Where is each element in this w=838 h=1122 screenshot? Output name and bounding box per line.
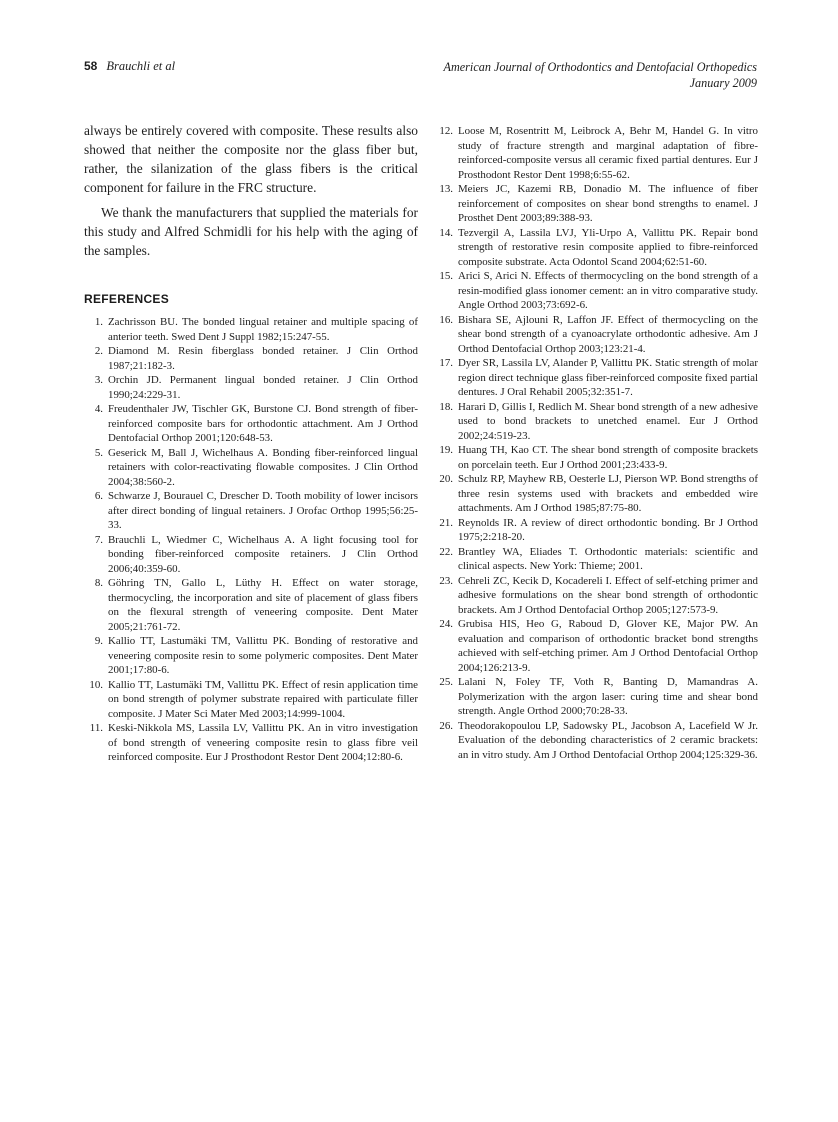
reference-item xyxy=(84,373,418,402)
reference-item xyxy=(434,443,758,472)
reference-number: 24. xyxy=(439,618,453,630)
reference-text: Diamond M. Resin fiberglass bonded retainer. J Clin Orthod 1987;21:182-3. xyxy=(108,345,418,372)
reference-text: Kallio TT, Lastumäki TM, Vallittu PK. Effect of resin application time on bond strength of polymer substrate repaired with particulate filler composite. J Mater Sci Mater Med 2003;14:999-1004. xyxy=(108,678,418,720)
reference-text: Schwarze J, Bourauel C, Drescher D. Tooth mobility of lower incisors after direct bonding of lingual retainers. J Orofac Orthop 1995;56:25-33. xyxy=(108,490,418,531)
reference-number: 26. xyxy=(439,719,453,732)
reference-item xyxy=(434,226,758,270)
reference-item xyxy=(434,356,758,400)
reference-item xyxy=(84,721,418,765)
acknowledgment-paragraph: We thank the manufacturers that supplied the materials for this study and Alfred Schmidli for his help with the aging of the samples. xyxy=(84,205,418,258)
reference-item xyxy=(434,182,758,226)
reference-text: Loose M, Rosentritt M, Leibrock A, Behr M, Handel G. In vitro study of fracture strength and marginal adaptation of fibre-reinforced-composite versus all ceramic fixed partial dentures. Eur J Prosthodont Restor Dent 1998;6:55-62. xyxy=(458,125,758,181)
reference-item xyxy=(84,344,418,373)
reference-text: Göhring TN, Gallo L, Lüthy H. Effect on water storage, thermocycling, the incorporation and site of placement of glass fibers on the flexural strength of veneering composite. Dent Mater 2005;21:761-72. xyxy=(108,577,418,633)
reference-text: Bishara SE, Ajlouni R, Laffon JF. Effect of thermocycling on the shear bond strength of a cyanoacrylate orthodontic adhesive. Am J Orthod Dentofacial Orthop 2003;123:21-4. xyxy=(458,313,758,355)
reference-text: Dyer SR, Lassila LV, Alander P, Vallittu PK. Static strength of molar region direct technique glass fiber-reinforced composite fixed partial dentures. J Oral Rehabil 2005;32:351-7. xyxy=(458,357,758,398)
reference-text: Arici S, Arici N. Effects of thermocycling on the bond strength of a resin-modified glass ionomer cement: an in vitro comparative study. Angle Orthod 2003;73:692-6. xyxy=(458,270,758,311)
reference-number: 14. xyxy=(439,226,453,239)
reference-number: 1. xyxy=(94,316,103,328)
reference-item xyxy=(434,313,758,357)
reference-text: Tezvergil A, Lassila LVJ, Yli-Urpo A, Vallittu PK. Repair bond strength of restorative resin composite applied to fibre-reinforced composite substrate. Acta Odontol Scand 2004;62:51-60. xyxy=(458,226,758,268)
reference-text: Cehreli ZC, Kecik D, Kocadereli I. Effect of self-etching primer and adhesive formulations on the shear bond strength of orthodontic brackets. Am J Orthod Dentofacial Orthop 2005;127:573-9. xyxy=(458,574,758,616)
running-head-right xyxy=(444,59,757,91)
reference-item xyxy=(84,634,418,678)
reference-text: Zachrisson BU. The bonded lingual retainer and multiple spacing of anterior teeth. Swed Dent J Suppl 1982;15:247-55. xyxy=(108,316,418,343)
reference-number: 19. xyxy=(439,444,453,456)
reference-number: 15. xyxy=(439,270,453,282)
reference-text: Orchin JD. Permanent lingual bonded retainer. J Clin Orthod 1990;24:229-31. xyxy=(108,374,418,401)
reference-item xyxy=(434,574,758,618)
reference-text: Keski-Nikkola MS, Lassila LV, Vallittu PK. An in vitro investigation of bond strength of veneering composite resin to glass fibre veil reinforced composite. Eur J Prosthodont Restor Dent 2004;12:80-6. xyxy=(108,722,418,763)
reference-text: Schulz RP, Mayhew RB, Oesterle LJ, Pierson WP. Bond strengths of three resin systems used with brackets and embedded wire attachments. Am J Orthod 1985;87:75-80. xyxy=(458,473,758,514)
reference-number: 13. xyxy=(439,183,453,195)
reference-text: Brantley WA, Eliades T. Orthodontic materials: scientific and clinical aspects. New York: Thieme; 2001. xyxy=(458,545,758,572)
reference-item xyxy=(434,124,758,182)
reference-item xyxy=(84,576,418,634)
reference-number: 10. xyxy=(89,678,103,691)
references-heading: REFERENCES xyxy=(84,292,170,306)
page-number: 58 xyxy=(84,59,98,73)
reference-item xyxy=(84,489,418,533)
reference-number: 8. xyxy=(94,577,103,589)
reference-number: 6. xyxy=(94,490,103,502)
reference-number: 17. xyxy=(439,357,453,369)
running-head-authors: Brauchli et al xyxy=(106,59,176,73)
reference-text: Geserick M, Ball J, Wichelhaus A. Bonding fiber-reinforced lingual retainers with color-reactivating flowable composites. J Clin Orthod 2004;38:560-2. xyxy=(108,446,418,488)
reference-text: Reynolds IR. A review of direct orthodontic bonding. Br J Orthod 1975;2:218-20. xyxy=(458,516,758,543)
reference-item xyxy=(434,400,758,444)
reference-item xyxy=(84,315,418,344)
reference-item xyxy=(434,472,758,516)
reference-item xyxy=(84,533,418,577)
reference-item xyxy=(434,269,758,313)
reference-text: Meiers JC, Kazemi RB, Donadio M. The influence of fiber reinforcement of composites on shear bond strengths to enamel. J Prosthet Dent 2003;89:388-93. xyxy=(458,183,758,224)
body-paragraph: always be entirely covered with composite. These results also showed that neither the composite nor the glass fiber but, rather, the silanization of the glass fibers is the critical component for failure in the FRC structure. xyxy=(84,123,418,195)
reference-text: Huang TH, Kao CT. The shear bond strength of composite brackets on porcelain teeth. Eur J Orthod 2001;23:433-9. xyxy=(458,444,758,471)
reference-text: Theodorakopoulou LP, Sadowsky PL, Jacobson A, Lacefield W Jr. Evaluation of the debonding characteristics of 2 ceramic brackets: an in vitro study. Am J Orthod Dentofacial Orthop 2004;125:329-36. xyxy=(458,719,758,761)
reference-item xyxy=(434,719,758,763)
reference-item xyxy=(84,446,418,490)
reference-item xyxy=(434,675,758,719)
reference-number: 11. xyxy=(89,722,103,734)
reference-number: 23. xyxy=(439,574,453,587)
issue-date: January 2009 xyxy=(689,76,757,90)
reference-text: Lalani N, Foley TF, Voth R, Banting D, Mamandras A. Polymerization with the argon laser: curing time and shear bond strength. Angle Orthod 2000;70:28-33. xyxy=(458,676,758,717)
reference-list-right xyxy=(434,124,758,762)
reference-item xyxy=(434,617,758,675)
reference-list-left xyxy=(84,315,418,765)
running-head-left xyxy=(84,59,175,74)
journal-name: American Journal of Orthodontics and Dentofacial Orthopedics xyxy=(443,60,757,74)
reference-text: Freudenthaler JW, Tischler GK, Burstone CJ. Bond strength of fiber-reinforced composite bars for orthodontic attachment. Am J Orthod Dentofacial Orthop 2001;120:648-53. xyxy=(108,403,418,444)
reference-number: 18. xyxy=(439,400,453,413)
reference-number: 20. xyxy=(439,473,453,485)
reference-number: 12. xyxy=(439,125,453,137)
reference-item xyxy=(84,678,418,722)
right-column xyxy=(434,121,758,762)
reference-number: 7. xyxy=(94,533,103,546)
reference-number: 4. xyxy=(94,403,103,415)
reference-number: 2. xyxy=(94,345,103,357)
reference-item xyxy=(434,516,758,545)
reference-number: 9. xyxy=(94,635,103,647)
reference-number: 3. xyxy=(94,374,103,386)
reference-item xyxy=(434,545,758,574)
reference-text: Harari D, Gillis I, Redlich M. Shear bond strength of a new adhesive used to bond brackets to unetched enamel. Eur J Orthod 2002;24:519-23. xyxy=(458,400,758,442)
reference-number: 5. xyxy=(94,446,103,459)
reference-text: Brauchli L, Wiedmer C, Wichelhaus A. A light focusing tool for bonding fiber-reinforced composite retainers. J Clin Orthod 2006;40:359-60. xyxy=(108,533,418,575)
reference-item xyxy=(84,402,418,446)
reference-number: 25. xyxy=(439,676,453,688)
reference-number: 21. xyxy=(439,516,453,529)
reference-text: Grubisa HIS, Heo G, Raboud D, Glover KE, Major PW. An evaluation and comparison of orthodontic bracket bond strengths achieved with self-etching primer. Am J Orthod Dentofacial Orthop 2004;126:213-9. xyxy=(458,618,758,674)
reference-text: Kallio TT, Lastumäki TM, Vallittu PK. Bonding of restorative and veneering composite resin to some polymeric composites. Dent Mater 2001;17:80-6. xyxy=(108,635,418,676)
reference-number: 22. xyxy=(439,545,453,558)
left-column xyxy=(84,121,418,765)
reference-number: 16. xyxy=(439,313,453,326)
